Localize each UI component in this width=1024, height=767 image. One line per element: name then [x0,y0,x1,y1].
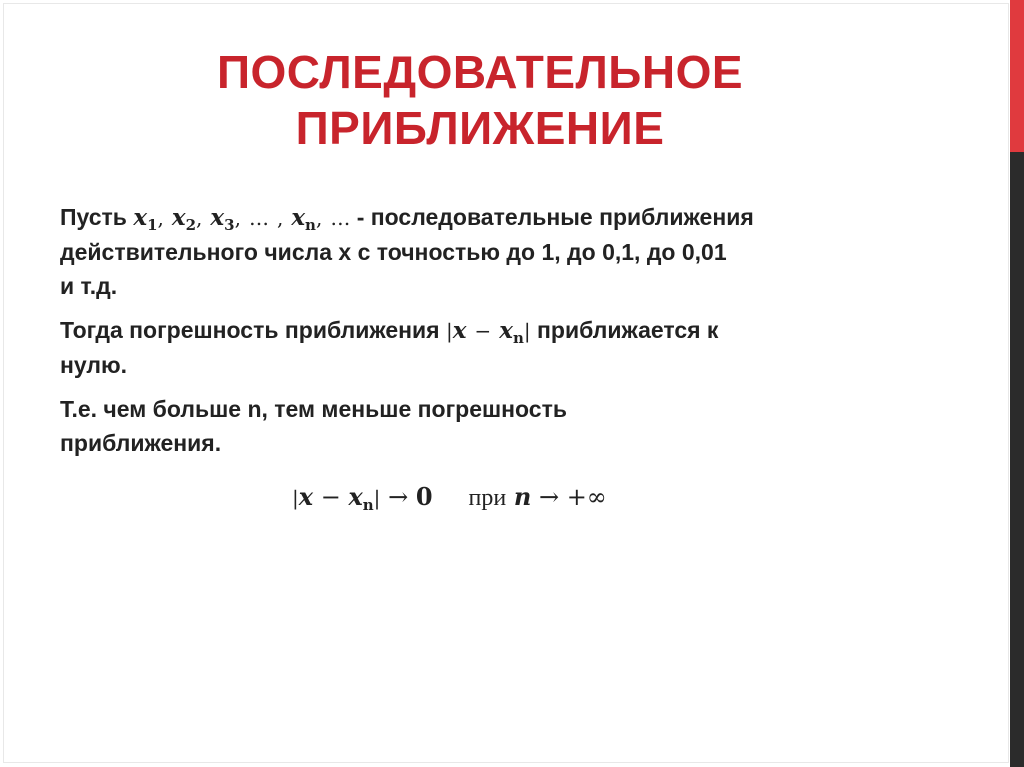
paragraph-1-line-2: действительного числа х с точностью до 1, до 0,1, до 0,01 [60,239,727,265]
word-pri: при [468,485,507,511]
text-pust: Пусть [60,204,134,230]
paragraph-1-line-3: и т.д. [60,273,118,299]
text-sequence-desc: - последовательные приближения [350,204,754,230]
paragraph-1-line-1 [60,200,910,235]
accent-bar-dark [1010,152,1024,767]
paragraph-sequence [60,200,910,303]
paragraph-2-line-2: нулю. [60,352,128,378]
accent-bar-red [1010,0,1024,152]
math-abs-error: $|x - x_n|$ [446,317,531,347]
title-line-2: ПРИБЛИЖЕНИЕ [295,102,665,154]
paragraph-conclusion [60,392,910,460]
limit-formula: $|x - x_n| \to 0$ при n → +∞ [292,482,607,514]
title-line-1: ПОСЛЕДОВАТЕЛЬНОЕ [216,46,744,98]
math-sequence: $x_1$, $x_2$, $x_3$, … , $x_n$, … [133,204,351,234]
paragraph-3-line-2: приближения. [60,430,222,456]
paragraph-3-line-1: Т.е. чем больше n, тем меньше погрешность [60,396,567,422]
paragraph-2-line-1: Тогда погрешность приближения $|x - x_n|$ приближается к [60,317,719,347]
slide-title [100,44,860,156]
slide-body [60,200,910,470]
paragraph-error [60,313,910,382]
math-x-n: $x_n$ [348,482,374,514]
